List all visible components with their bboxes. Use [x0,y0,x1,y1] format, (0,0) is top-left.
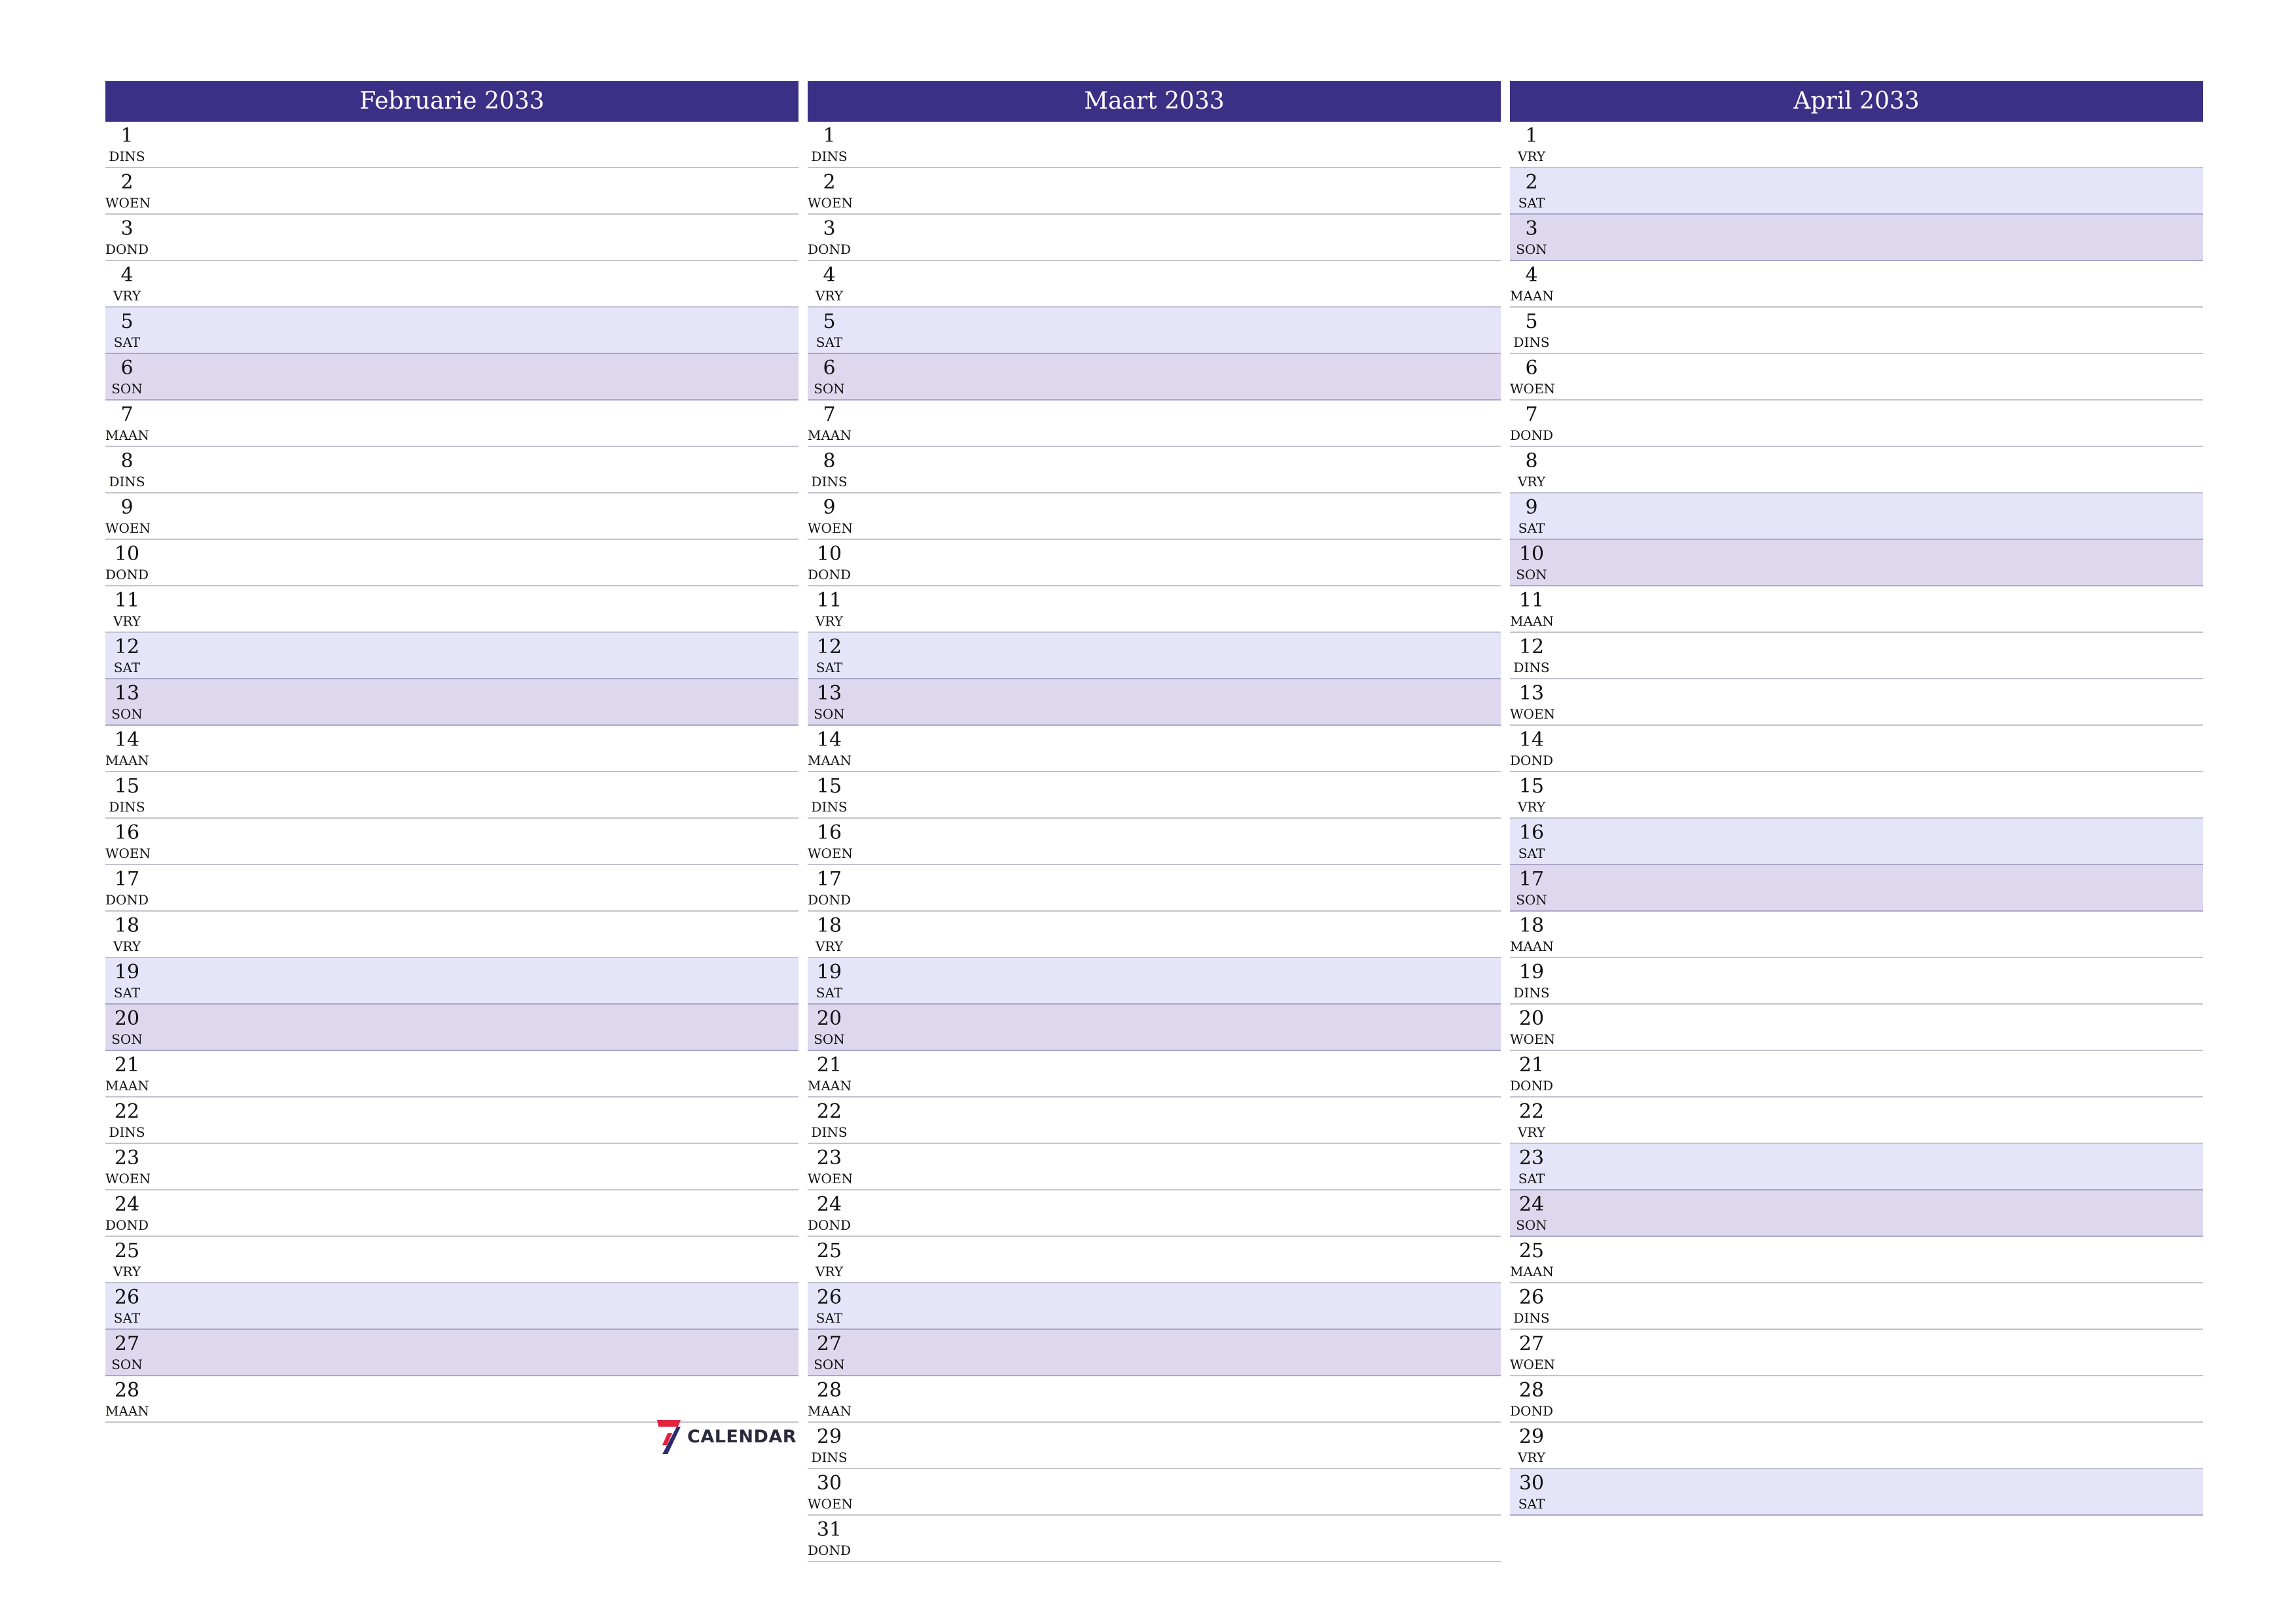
day-row [1510,1005,2203,1051]
day-row [1510,726,2203,772]
weekday-label: MAAN [808,1078,852,1094]
day-number: 9 [1525,496,1538,519]
weekday-label: SAT [816,660,843,675]
day-number: 26 [114,1286,140,1309]
weekday-label: SON [111,381,143,397]
weekday-label: DINS [1513,1310,1550,1326]
day-number: 23 [1518,1147,1545,1169]
day-number: 28 [816,1379,842,1402]
weekday-label: SON [1516,241,1547,257]
day-row [105,354,798,401]
day-number: 13 [114,682,140,705]
weekday-label: DINS [811,474,848,490]
weekday-label: DOND [105,241,149,257]
day-row [1510,1051,2203,1097]
day-number: 27 [1518,1332,1545,1355]
day-number: 15 [114,775,140,798]
month-title: April 2033 [1510,81,2203,122]
day-number: 23 [114,1147,140,1169]
weekday-label: VRY [815,938,844,954]
weekday-label: DOND [1510,753,1553,768]
day-row [105,1330,798,1376]
day-row [808,354,1501,401]
weekday-label: MAAN [1510,938,1554,954]
day-number: 21 [114,1054,140,1077]
weekday-label: DOND [1510,1078,1553,1094]
day-row [808,401,1501,447]
weekday-label: SAT [113,334,141,350]
day-number: 17 [1518,868,1545,891]
day-row [1510,1190,2203,1237]
day-number: 17 [816,868,842,891]
day-row [1510,1097,2203,1144]
weekday-label: DINS [109,474,145,490]
weekday-label: VRY [815,613,844,629]
day-list [105,122,798,1423]
day-row [1510,1376,2203,1423]
day-number: 15 [816,775,842,798]
weekday-label: SON [814,706,845,722]
day-row [808,1237,1501,1283]
day-row [808,1469,1501,1516]
day-row [808,819,1501,865]
day-number: 23 [816,1147,842,1169]
day-number: 22 [114,1100,140,1123]
day-number: 5 [1525,310,1538,333]
weekday-label: VRY [113,288,141,304]
day-row [808,912,1501,958]
day-row [105,633,798,679]
weekday-label: SON [1516,1217,1547,1233]
day-number: 2 [120,171,134,194]
day-number: 14 [114,728,140,751]
weekday-label: SAT [816,1310,843,1326]
weekday-label: MAAN [808,753,852,768]
weekday-label: SAT [113,660,141,675]
seven-logo-icon [655,1419,682,1455]
day-row [808,1330,1501,1376]
day-row [1510,1330,2203,1376]
day-number: 5 [823,310,836,333]
weekday-label: SAT [816,985,843,1001]
weekday-label: DINS [811,149,848,164]
month-title: Maart 2033 [808,81,1501,122]
weekday-label: DINS [109,149,145,164]
weekday-label: DOND [808,1217,851,1233]
weekday-label: WOEN [1510,706,1556,722]
month-column-february [105,81,798,1423]
day-number: 17 [114,868,140,891]
brand-text: CALENDAR [687,1427,797,1447]
day-number: 24 [114,1193,140,1216]
day-row [808,215,1501,261]
day-number: 19 [114,961,140,984]
weekday-label: WOEN [1510,1031,1556,1047]
day-number: 10 [816,543,842,565]
day-number: 19 [1518,961,1545,984]
day-number: 1 [1525,124,1538,147]
month-title: Februarie 2033 [105,81,798,122]
day-row [105,215,798,261]
day-row [1510,261,2203,308]
weekday-label: VRY [113,1264,141,1279]
day-row [808,1144,1501,1190]
weekday-label: VRY [1517,474,1546,490]
day-number: 4 [1525,264,1538,287]
day-number: 22 [1518,1100,1545,1123]
weekday-label: VRY [113,613,141,629]
weekday-label: WOEN [1510,381,1556,397]
day-row [1510,865,2203,912]
day-row [808,540,1501,586]
day-number: 10 [1518,543,1545,565]
weekday-label: VRY [1517,1124,1546,1140]
day-number: 27 [114,1332,140,1355]
day-row [1510,1144,2203,1190]
day-row [1510,1237,2203,1283]
day-row [808,726,1501,772]
day-row [105,726,798,772]
weekday-label: DINS [109,1124,145,1140]
day-row [1510,586,2203,633]
day-row [1510,354,2203,401]
day-number: 20 [1518,1007,1545,1030]
weekday-label: SON [111,706,143,722]
weekday-label: SAT [1518,1171,1545,1186]
day-number: 10 [114,543,140,565]
day-row [808,1283,1501,1330]
day-number: 2 [1525,171,1538,194]
day-number: 15 [1518,775,1545,798]
weekday-label: DOND [105,892,149,908]
day-number: 18 [114,914,140,937]
day-row [808,168,1501,215]
day-number: 9 [120,496,134,519]
day-number: 6 [1525,357,1538,380]
weekday-label: WOEN [105,1171,151,1186]
weekday-label: VRY [1517,149,1546,164]
day-number: 30 [816,1472,842,1495]
day-number: 3 [823,217,836,240]
weekday-label: DOND [105,1217,149,1233]
day-number: 4 [120,264,134,287]
day-number: 8 [1525,450,1538,473]
day-number: 7 [1525,403,1538,426]
day-number: 25 [114,1240,140,1262]
weekday-label: WOEN [808,520,853,536]
day-number: 5 [120,310,134,333]
day-number: 28 [114,1379,140,1402]
day-row [105,1237,798,1283]
day-number: 18 [816,914,842,937]
day-row [105,586,798,633]
day-row [1510,958,2203,1005]
day-row [1510,1469,2203,1516]
weekday-label: SAT [1518,520,1545,536]
weekday-label: DINS [1513,660,1550,675]
day-number: 28 [1518,1379,1545,1402]
day-number: 25 [1518,1240,1545,1262]
weekday-label: DOND [808,1543,851,1558]
day-row [1510,540,2203,586]
weekday-label: WOEN [808,195,853,211]
day-number: 3 [120,217,134,240]
day-row [1510,447,2203,493]
day-row [105,261,798,308]
day-row [1510,401,2203,447]
brand-logo [655,1419,797,1455]
weekday-label: SON [111,1357,143,1372]
weekday-label: SAT [1518,1496,1545,1512]
day-number: 7 [120,403,134,426]
weekday-label: MAAN [105,427,149,443]
day-number: 8 [823,450,836,473]
day-row [1510,633,2203,679]
weekday-label: VRY [1517,799,1546,815]
day-row [1510,493,2203,540]
weekday-label: SON [1516,567,1547,582]
day-number: 25 [816,1240,842,1262]
weekday-label: MAAN [808,1403,852,1419]
day-row [1510,679,2203,726]
weekday-label: DINS [109,799,145,815]
day-row [105,1283,798,1330]
weekday-label: SAT [1518,846,1545,861]
weekday-label: VRY [815,288,844,304]
day-number: 30 [1518,1472,1545,1495]
day-row [808,958,1501,1005]
day-number: 11 [114,589,140,612]
weekday-label: SAT [1518,195,1545,211]
day-number: 13 [816,682,842,705]
day-number: 26 [816,1286,842,1309]
day-row [105,1097,798,1144]
weekday-label: WOEN [105,195,151,211]
day-number: 4 [823,264,836,287]
day-row [1510,215,2203,261]
day-number: 1 [120,124,134,147]
day-row [105,772,798,819]
weekday-label: MAAN [1510,1264,1554,1279]
day-row [808,772,1501,819]
weekday-label: SON [814,1357,845,1372]
day-number: 31 [816,1518,842,1541]
day-number: 18 [1518,914,1545,937]
day-row [1510,819,2203,865]
weekday-label: MAAN [1510,613,1554,629]
day-number: 21 [816,1054,842,1077]
day-number: 12 [114,635,140,658]
weekday-label: DINS [811,1450,848,1465]
day-row [808,261,1501,308]
day-row [808,447,1501,493]
day-row [1510,1423,2203,1469]
day-number: 21 [1518,1054,1545,1077]
day-number: 3 [1525,217,1538,240]
day-row [105,447,798,493]
day-row [808,1005,1501,1051]
day-number: 20 [816,1007,842,1030]
day-number: 13 [1518,682,1545,705]
day-row [105,122,798,168]
day-row [808,1423,1501,1469]
day-number: 16 [114,821,140,844]
weekday-label: SAT [113,1310,141,1326]
weekday-label: VRY [1517,1450,1546,1465]
day-row [808,1190,1501,1237]
weekday-label: WOEN [105,520,151,536]
day-row [1510,912,2203,958]
day-row [105,865,798,912]
day-number: 22 [816,1100,842,1123]
weekday-label: DOND [808,892,851,908]
day-number: 19 [816,961,842,984]
day-row [1510,122,2203,168]
day-row [808,586,1501,633]
weekday-label: DOND [1510,427,1553,443]
day-number: 8 [120,450,134,473]
day-list [808,122,1501,1562]
day-row [1510,772,2203,819]
day-row [1510,1283,2203,1330]
day-number: 14 [1518,728,1545,751]
weekday-label: DOND [808,567,851,582]
day-number: 6 [823,357,836,380]
day-row [105,308,798,354]
day-row [808,308,1501,354]
day-row [105,958,798,1005]
day-number: 20 [114,1007,140,1030]
weekday-label: DINS [811,799,848,815]
day-row [105,540,798,586]
weekday-label: SON [814,1031,845,1047]
day-row [105,679,798,726]
weekday-label: MAAN [105,1403,149,1419]
day-row [1510,168,2203,215]
day-row [105,1376,798,1423]
day-number: 2 [823,171,836,194]
weekday-label: MAAN [808,427,852,443]
day-number: 12 [816,635,842,658]
weekday-label: MAAN [105,753,149,768]
weekday-label: MAAN [105,1078,149,1094]
day-number: 29 [1518,1425,1545,1448]
day-number: 24 [1518,1193,1545,1216]
day-row [105,1005,798,1051]
weekday-label: SAT [816,334,843,350]
day-row [808,1097,1501,1144]
day-row [105,819,798,865]
weekday-label: WOEN [808,1496,853,1512]
day-number: 26 [1518,1286,1545,1309]
day-list [1510,122,2203,1516]
day-number: 12 [1518,635,1545,658]
weekday-label: DOND [1510,1403,1553,1419]
day-number: 11 [1518,589,1545,612]
day-row [808,1051,1501,1097]
day-row [808,633,1501,679]
weekday-label: DOND [105,567,149,582]
day-row [808,679,1501,726]
day-number: 11 [816,589,842,612]
weekday-label: WOEN [808,1171,853,1186]
weekday-label: MAAN [1510,288,1554,304]
day-number: 29 [816,1425,842,1448]
day-row [808,865,1501,912]
month-column-april [1510,81,2203,1516]
day-number: 16 [1518,821,1545,844]
day-row [808,493,1501,540]
day-number: 7 [823,403,836,426]
day-number: 14 [816,728,842,751]
day-row [105,401,798,447]
day-row [105,1144,798,1190]
day-row [105,1051,798,1097]
weekday-label: WOEN [808,846,853,861]
day-row [1510,308,2203,354]
weekday-label: DOND [808,241,851,257]
weekday-label: WOEN [1510,1357,1556,1372]
weekday-label: DINS [1513,334,1550,350]
weekday-label: DINS [811,1124,848,1140]
day-row [105,168,798,215]
day-row [808,1516,1501,1562]
day-number: 24 [816,1193,842,1216]
weekday-label: VRY [815,1264,844,1279]
day-row [808,1376,1501,1423]
weekday-label: DINS [1513,985,1550,1001]
weekday-label: SON [1516,892,1547,908]
weekday-label: VRY [113,938,141,954]
day-number: 27 [816,1332,842,1355]
day-number: 16 [816,821,842,844]
day-row [105,493,798,540]
month-column-march [808,81,1501,1562]
day-row [105,1190,798,1237]
day-row [808,122,1501,168]
weekday-label: SON [111,1031,143,1047]
day-number: 1 [823,124,836,147]
weekday-label: WOEN [105,846,151,861]
day-number: 6 [120,357,134,380]
day-row [105,912,798,958]
day-number: 9 [823,496,836,519]
weekday-label: SAT [113,985,141,1001]
weekday-label: SON [814,381,845,397]
